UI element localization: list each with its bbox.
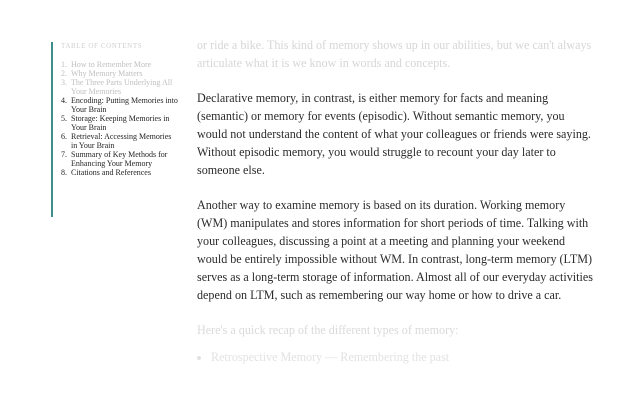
toc-item-label: Encoding: Putting Memories into Your Brain [71, 96, 178, 114]
toc-item-retrieval[interactable] [61, 132, 179, 150]
toc-item-why-memory-matters[interactable] [61, 69, 179, 78]
toc-item-encoding[interactable] [61, 96, 179, 114]
toc-list [61, 60, 179, 177]
toc-item-label: Storage: Keeping Memories in Your Brain [71, 114, 170, 132]
toc-item-three-parts[interactable] [61, 78, 179, 96]
toc-item-storage[interactable] [61, 114, 179, 132]
toc-item-number: 2. [61, 69, 67, 78]
toc-item-number: 5. [61, 114, 67, 123]
toc-item-number: 6. [61, 132, 67, 141]
toc-item-citations[interactable] [61, 168, 179, 177]
toc-title: TABLE OF CONTENTS [61, 42, 143, 50]
toc-item-how-to-remember-more[interactable] [61, 60, 179, 69]
article-paragraph-declarative-memory: Declarative memory, in contrast, is either memory for facts and meaning (semantic) or memory for events (episodic). Without semantic memory, you would not understand the content of what your colleagues or friends were saying. Without episodic memory, you would struggle to recount your day later to someone else. [197, 91, 591, 177]
article-paragraph-faded-bottom: Here's a quick recap of the different types of memory: [197, 323, 459, 337]
toc-item-number: 8. [61, 168, 67, 177]
toc-item-number: 1. [61, 60, 67, 69]
toc-item-label: Why Memory Matters [71, 69, 143, 78]
list-item: • Retrospective Memory — Remembering the past [211, 348, 597, 366]
table-of-contents [51, 42, 179, 217]
toc-item-label: How to Remember More [71, 60, 152, 69]
toc-item-number: 4. [61, 96, 67, 105]
toc-item-label: The Three Parts Underlying All Your Memories [71, 78, 173, 96]
toc-item-number: 7. [61, 150, 67, 159]
toc-item-number: 3. [61, 78, 67, 87]
toc-item-label: Retrieval: Accessing Memories in Your Brain [71, 132, 172, 150]
article-paragraph-memory-duration: Another way to examine memory is based on its duration. Working memory (WM) manipulates and stores information for short periods of time. Talking with your colleagues, discussing a point at a meeting and planning your weekend would be entirely impossible without WM. In contrast, long-term memory (LTM) serves as a long-term storage of information. Almost all of our everyday activities depend on LTM, such as remembering our way home or how to drive a car. [197, 198, 593, 302]
article-body [197, 36, 597, 366]
memory-types-list [197, 348, 597, 366]
toc-item-label: Citations and References [71, 168, 151, 177]
toc-item-label: Summary of Key Methods for Enhancing Your Memory [71, 150, 168, 168]
article-paragraph-faded-top: or ride a bike. This kind of memory shows up in our abilities, but we can't always articulate what it is we know in words and concepts. [197, 38, 592, 70]
toc-item-summary[interactable] [61, 150, 179, 168]
